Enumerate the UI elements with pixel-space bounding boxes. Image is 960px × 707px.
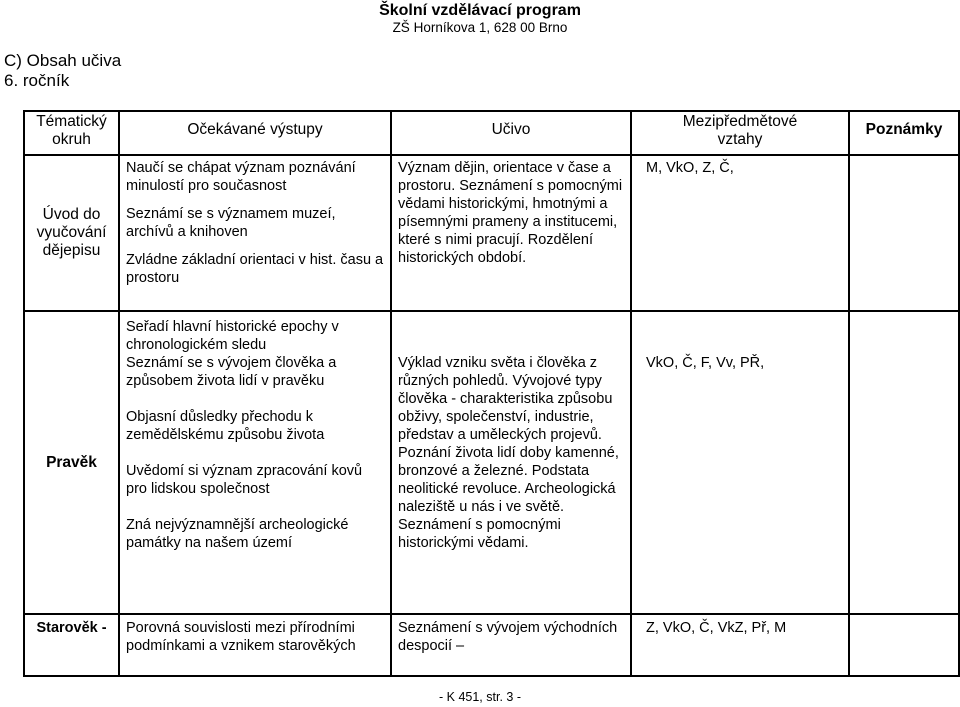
- page-header-subtitle: ZŠ Horníkova 1, 628 00 Brno: [392, 20, 568, 35]
- content-cell: Seznámení s vývojem východních despocií –: [391, 614, 631, 676]
- grade-label: 6. ročník: [4, 71, 70, 90]
- outcomes-cell: [119, 155, 391, 311]
- column-header-notes: Poznámky: [849, 111, 959, 155]
- section-heading: [4, 51, 121, 91]
- outcome-item: Naučí se chápat význam poznávání minulostí pro současnost: [126, 160, 356, 194]
- table-row: [24, 311, 959, 614]
- topic-cell: Starověk -: [24, 614, 119, 676]
- section-title: C) Obsah učiva: [4, 51, 122, 70]
- notes-cell: [849, 311, 959, 614]
- outcome-item: Seznámí se s významem muzeí, archívů a knihoven: [126, 206, 336, 240]
- page-header-title: Školní vzdělávací program: [379, 2, 581, 19]
- outcomes-cell: [119, 614, 391, 676]
- column-header-outcomes: Očekávané výstupy: [119, 111, 391, 155]
- outcome-item: Seznámí se s vývojem člověka a způsobem života lidí v pravěku: [126, 355, 337, 389]
- notes-cell: [849, 155, 959, 311]
- outcomes-cell: [119, 311, 391, 614]
- outcome-item: Porovná souvislosti mezi přírodními podmínkami a vznikem starověkých: [126, 620, 356, 654]
- notes-cell: [849, 614, 959, 676]
- outcome-item: Zná nejvýznamnější archeologické památky na našem území: [126, 517, 349, 551]
- curriculum-table: [23, 110, 960, 677]
- outcome-item: Seřadí hlavní historické epochy v chronologickém sledu: [126, 319, 339, 353]
- table-header-row: [24, 111, 959, 155]
- outcome-item: Zvládne základní orientaci v hist. času a prostoru: [126, 252, 384, 286]
- topic-cell: Pravěk: [24, 311, 119, 614]
- column-header-content: Učivo: [391, 111, 631, 155]
- table-row: [24, 614, 959, 676]
- page-footer: - K 451, str. 3 -: [439, 690, 521, 704]
- outcome-item: Objasní důsledky přechodu k zemědělskému způsobu života: [126, 409, 325, 443]
- content-cell: Výklad vzniku světa i člověka z různých pohledů. Vývojové typy člověka - charakteristika způsobu obživy, společenství, industrie, představ a uměleckých projevů. Poznání života lidí doby kamenné, bronzové a železné. Podstata neolitické revoluce. Archeologická naleziště u nás i ve světě. Seznámení s pomocnými historickými vědami.: [391, 311, 631, 614]
- relations-cell: VkO, Č, F, Vv, PŘ,: [631, 311, 849, 614]
- topic-cell: Úvod do vyučování dějepisu: [24, 155, 119, 311]
- table-row: [24, 155, 959, 311]
- outcome-item: Uvědomí si význam zpracování kovů pro lidskou společnost: [126, 463, 363, 497]
- relations-cell: Z, VkO, Č, VkZ, Př, M: [631, 614, 849, 676]
- content-cell: Význam dějin, orientace v čase a prostoru. Seznámení s pomocnými vědami historickými, hmotnými a písemnými prameny a institucemi, které s nimi pracují. Rozdělení historických období.: [391, 155, 631, 311]
- relations-cell: M, VkO, Z, Č,: [631, 155, 849, 311]
- column-header-topic: Tématický okruh: [24, 111, 119, 155]
- column-header-relations: Mezipředmětové vztahy: [631, 111, 849, 155]
